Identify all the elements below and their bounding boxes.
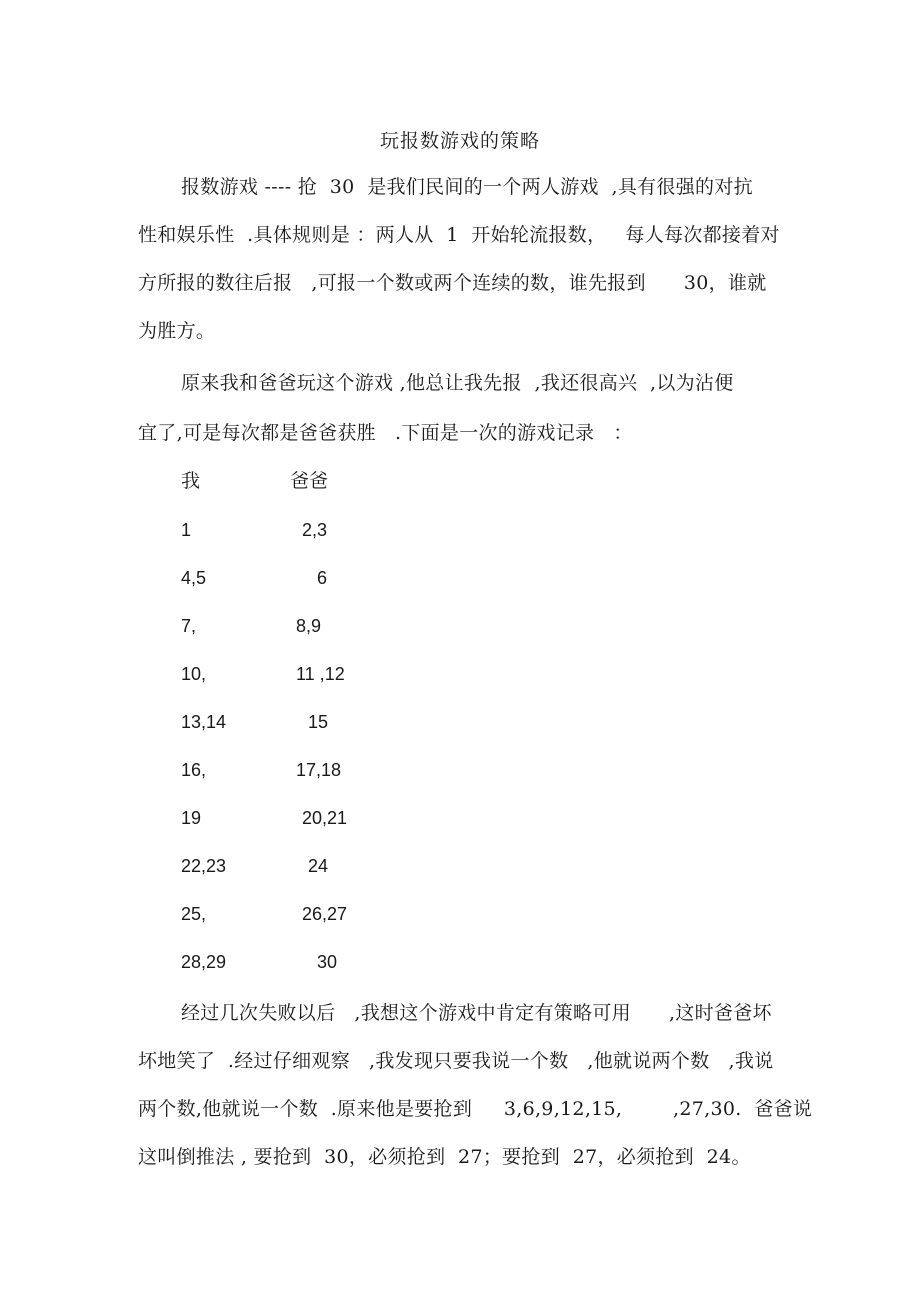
paragraph-3-line-1: 经过几次失败以后 ,我想这个游戏中肯定有策略可用 ,这时爸爸坏 [181, 1002, 772, 1024]
record-row-3-dad: 8,9 [296, 616, 322, 636]
record-row-9-dad: 26,27 [302, 904, 348, 924]
record-row-7-me: 19 [181, 808, 202, 828]
paragraph-1-line-1: 报数游戏 ---- 抢 30 是我们民间的一个两人游戏 ,具有很强的对抗 [181, 176, 753, 198]
paragraph-2-line-1: 原来我和爸爸玩这个游戏 ,他总让我先报 ,我还很高兴 ,以为沾便 [181, 372, 734, 394]
record-row-8-dad: 24 [308, 856, 329, 876]
record-row-5-dad: 15 [308, 712, 329, 732]
paragraph-3-line-3: 两个数,他就说一个数 .原来他是要抢到 3,6,9,12,15, ,27,30. 爸爸说 [138, 1098, 813, 1120]
record-row-3-me: 7, [181, 616, 197, 636]
paragraph-3-line-2: 坏地笑了 .经过仔细观察 ,我发现只要我说一个数 ,他就说两个数 ,我说 [138, 1050, 774, 1072]
record-row-6-me: 16, [181, 760, 207, 780]
record-row-1-me: 1 [181, 520, 192, 540]
record-row-4-dad: 11 ,12 [296, 664, 345, 684]
record-row-10-me: 28,29 [181, 952, 227, 972]
record-row-4-me: 10, [181, 664, 207, 684]
record-row-2-dad: 6 [317, 568, 328, 588]
paragraph-1-line-4: 为胜方。 [138, 320, 216, 342]
record-row-6-dad: 17,18 [296, 760, 342, 780]
record-row-7-dad: 20,21 [302, 808, 348, 828]
record-row-2-me: 4,5 [181, 568, 207, 588]
document-title: 玩报数游戏的策略 [379, 130, 540, 152]
record-row-9-me: 25, [181, 904, 207, 924]
record-row-10-dad: 30 [317, 952, 338, 972]
paragraph-1-line-3: 方所报的数往后报 ,可报一个数或两个连续的数，谁先报到 30，谁就 [138, 272, 767, 294]
paragraph-1-line-2: 性和娱乐性 .具体规则是 ：两人从 1 开始轮流报数， 每人每次都接着对 [138, 224, 780, 246]
record-header-me: 我 [181, 470, 201, 492]
record-header-dad: 爸爸 [290, 470, 329, 492]
paragraph-2-line-2: 宜了,可是每次都是爸爸获胜 .下面是一次的游戏记录 ： [138, 422, 633, 444]
paragraph-3-line-4: 这叫倒推法 , 要抢到 30，必须抢到 27；要抢到 27，必须抢到 24。 [138, 1146, 751, 1168]
record-row-8-me: 22,23 [181, 856, 227, 876]
record-row-5-me: 13,14 [181, 712, 227, 732]
record-row-1-dad: 2,3 [302, 520, 328, 540]
